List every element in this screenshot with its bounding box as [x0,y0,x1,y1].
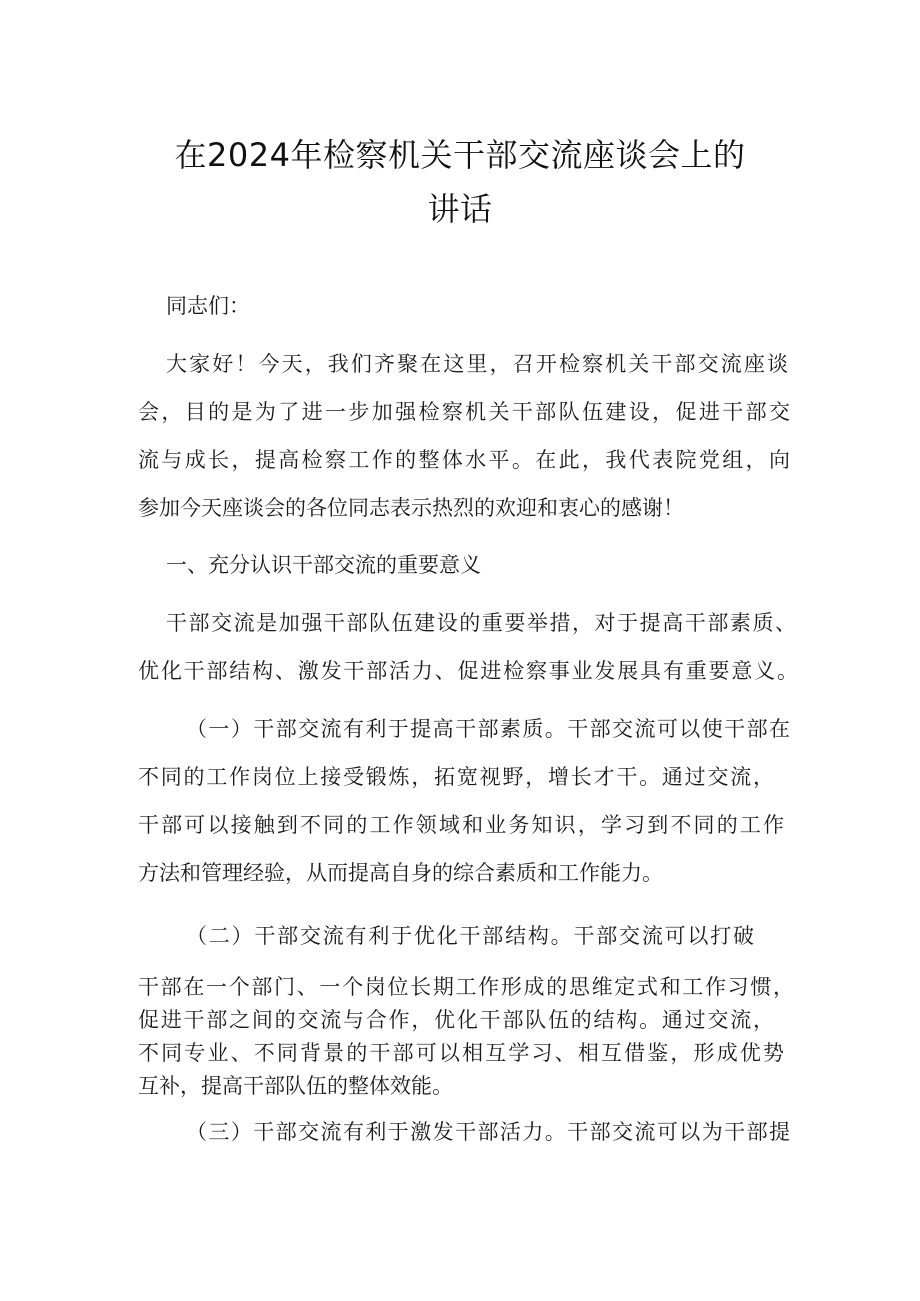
paragraph-line: 方法和管理经验，从而提高自身的综合素质和工作能力。 [138,861,663,885]
paragraph-line: （三）干部交流有利于激发干部活力。干部交流可以为干部提 [186,1120,790,1144]
document-title-line-1: 在2024年检察机关干部交流座谈会上的 [174,136,746,174]
paragraph-line: （二）干部交流有利于优化干部结构。干部交流可以打破 [186,924,754,948]
section-heading: 一、充分认识干部交流的重要意义 [166,553,481,577]
paragraph-line: 会，目的是为了进一步加强检察机关干部队伍建设，促进干部交 [138,400,790,424]
paragraph-line: （一）干部交流有利于提高干部素质。干部交流可以使干部在 [186,717,790,741]
paragraph-line: 干部在一个部门、一个岗位长期工作形成的思维定式和工作习惯， [138,975,794,999]
paragraph-line: 干部交流是加强干部队伍建设的重要举措，对于提高干部素质、 [166,611,796,635]
document-title-line-2: 讲话 [427,190,493,228]
paragraph-line: 优化干部结构、激发干部活力、促进检察事业发展具有重要意义。 [138,659,798,683]
salutation: 同志们： [166,294,250,318]
paragraph-line: 不同的工作岗位上接受锻炼，拓宽视野，增长才干。通过交流， [138,765,774,789]
paragraph-line: 流与成长，提高检察工作的整体水平。在此，我代表院党组，向 [138,448,790,472]
paragraph-line: 不同专业、不同背景的干部可以相互学习、相互借鉴，形成优势 [138,1041,784,1065]
paragraph-line: 促进干部之间的交流与合作，优化干部队伍的结构。通过交流， [138,1008,774,1032]
paragraph-line: 互补，提高干部队伍的整体效能。 [138,1074,453,1098]
paragraph-line: 参加今天座谈会的各位同志表示热烈的欢迎和衷心的感谢！ [138,496,684,520]
paragraph-line: 干部可以接触到不同的工作领域和业务知识，学习到不同的工作 [138,813,784,837]
paragraph-line: 大家好！今天，我们齐聚在这里，召开检察机关干部交流座谈 [166,352,788,376]
